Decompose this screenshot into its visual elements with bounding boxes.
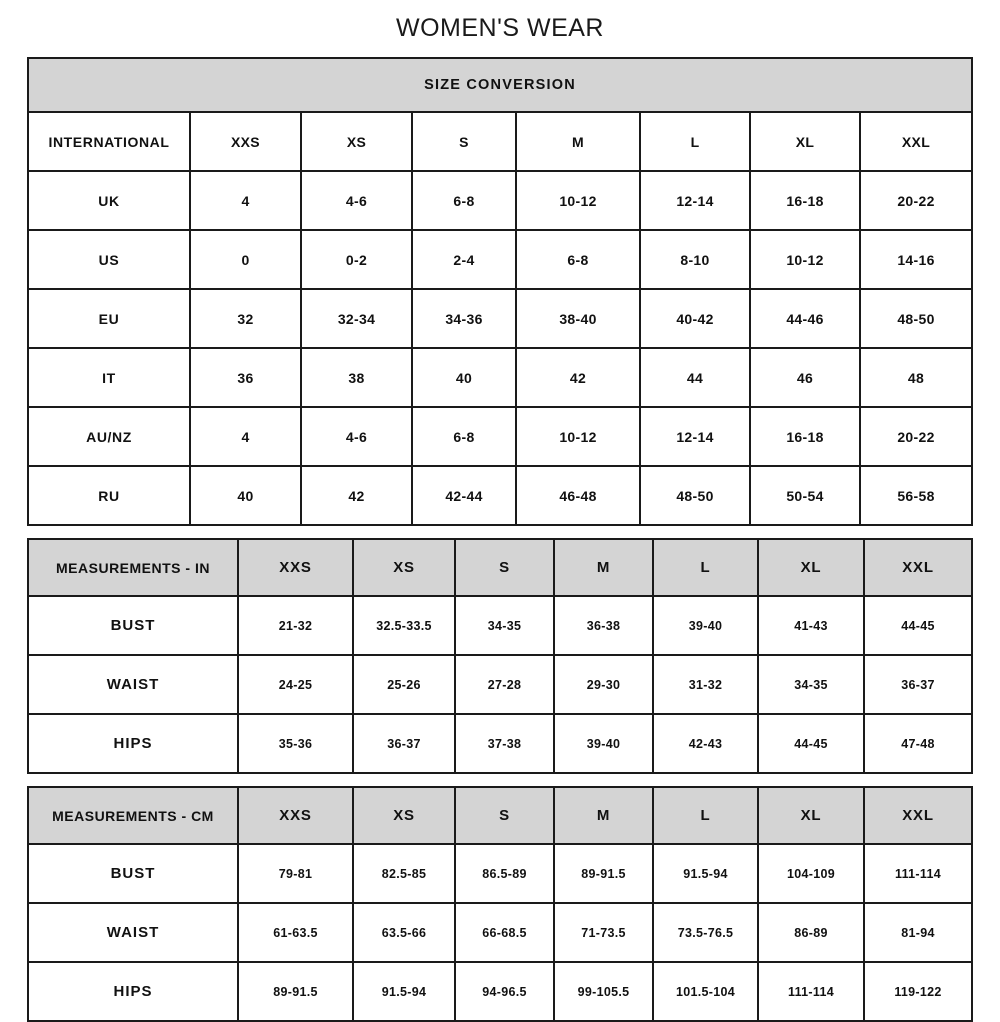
measurements-in-cell: 39-40 — [554, 714, 653, 773]
measurements-in-header-xs: XS — [353, 539, 455, 596]
measurements-in-cell: 42-43 — [653, 714, 758, 773]
measurements-cm-cell: 86-89 — [758, 903, 864, 962]
conversion-cell: 46 — [750, 348, 860, 407]
conversion-header-international: INTERNATIONAL — [28, 112, 190, 171]
conversion-cell: 42-44 — [412, 466, 516, 525]
measurements-cm-cell: 111-114 — [864, 844, 972, 903]
conversion-cell: 10-12 — [750, 230, 860, 289]
table-row — [28, 903, 972, 962]
measurements-in-cell: 25-26 — [353, 655, 455, 714]
conversion-cell: 4-6 — [301, 171, 412, 230]
table-row — [28, 466, 972, 525]
conversion-cell: 6-8 — [412, 171, 516, 230]
table-row — [28, 171, 972, 230]
measurements-in-header-xl: XL — [758, 539, 864, 596]
measurements-cm-cell: 61-63.5 — [238, 903, 353, 962]
conversion-header-xs: XS — [301, 112, 412, 171]
measurements-cm-cell: 89-91.5 — [554, 844, 653, 903]
conversion-cell: 20-22 — [860, 171, 972, 230]
measurements-in-row-label: WAIST — [28, 655, 238, 714]
measurements-in-row-label: HIPS — [28, 714, 238, 773]
conversion-header-s: S — [412, 112, 516, 171]
measurements-in-header-s: S — [455, 539, 554, 596]
conversion-cell: 6-8 — [516, 230, 640, 289]
conversion-cell: 16-18 — [750, 407, 860, 466]
measurements-cm-row-label: BUST — [28, 844, 238, 903]
measurements-in-table — [27, 538, 973, 774]
table-row — [28, 348, 972, 407]
conversion-cell: 12-14 — [640, 171, 750, 230]
measurements-cm-header-xxl: XXL — [864, 787, 972, 844]
conversion-cell: 46-48 — [516, 466, 640, 525]
table-row — [28, 714, 972, 773]
measurements-in-title: MEASUREMENTS - IN — [28, 539, 238, 596]
conversion-cell: 50-54 — [750, 466, 860, 525]
measurements-in-header-xxl: XXL — [864, 539, 972, 596]
measurements-cm-cell: 71-73.5 — [554, 903, 653, 962]
table-row — [28, 844, 972, 903]
conversion-row-label: IT — [28, 348, 190, 407]
conversion-cell: 56-58 — [860, 466, 972, 525]
measurements-in-row-label: BUST — [28, 596, 238, 655]
conversion-cell: 44 — [640, 348, 750, 407]
measurements-in-header-xxs: XXS — [238, 539, 353, 596]
measurements-cm-row-label: WAIST — [28, 903, 238, 962]
measurements-cm-header-xl: XL — [758, 787, 864, 844]
table-row — [28, 112, 972, 171]
measurements-in-cell: 31-32 — [653, 655, 758, 714]
measurements-in-cell: 21-32 — [238, 596, 353, 655]
conversion-cell: 4 — [190, 171, 301, 230]
conversion-cell: 48-50 — [860, 289, 972, 348]
measurements-cm-header-m: M — [554, 787, 653, 844]
conversion-row-label: UK — [28, 171, 190, 230]
measurements-in-cell: 41-43 — [758, 596, 864, 655]
conversion-cell: 12-14 — [640, 407, 750, 466]
conversion-cell: 14-16 — [860, 230, 972, 289]
conversion-cell: 4 — [190, 407, 301, 466]
measurements-cm-cell: 111-114 — [758, 962, 864, 1021]
conversion-cell: 10-12 — [516, 407, 640, 466]
measurements-in-cell: 32.5-33.5 — [353, 596, 455, 655]
conversion-row-label: AU/NZ — [28, 407, 190, 466]
conversion-cell: 2-4 — [412, 230, 516, 289]
measurements-cm-header-xs: XS — [353, 787, 455, 844]
conversion-cell: 34-36 — [412, 289, 516, 348]
page-title: WOMEN'S WEAR — [396, 14, 604, 42]
measurements-in-cell: 39-40 — [653, 596, 758, 655]
measurements-in-cell: 36-38 — [554, 596, 653, 655]
measurements-in-cell: 44-45 — [758, 714, 864, 773]
measurements-cm-header-l: L — [653, 787, 758, 844]
measurements-in-cell: 44-45 — [864, 596, 972, 655]
conversion-cell: 0-2 — [301, 230, 412, 289]
measurements-cm-cell: 73.5-76.5 — [653, 903, 758, 962]
measurements-in-cell: 35-36 — [238, 714, 353, 773]
conversion-header-xxl: XXL — [860, 112, 972, 171]
conversion-cell: 6-8 — [412, 407, 516, 466]
table-row — [28, 230, 972, 289]
measurements-in-header-row — [28, 539, 972, 596]
measurements-cm-cell: 94-96.5 — [455, 962, 554, 1021]
size-conversion-table — [27, 57, 973, 526]
measurements-cm-row-label: HIPS — [28, 962, 238, 1021]
measurements-in-cell: 24-25 — [238, 655, 353, 714]
conversion-row-label: RU — [28, 466, 190, 525]
conversion-header-xxs: XXS — [190, 112, 301, 171]
measurements-in-cell: 34-35 — [455, 596, 554, 655]
measurements-cm-header-s: S — [455, 787, 554, 844]
conversion-cell: 32-34 — [301, 289, 412, 348]
conversion-header-l: L — [640, 112, 750, 171]
measurements-in-cell: 29-30 — [554, 655, 653, 714]
measurements-in-header-l: L — [653, 539, 758, 596]
conversion-row-label: US — [28, 230, 190, 289]
measurements-in-cell: 36-37 — [864, 655, 972, 714]
conversion-cell: 10-12 — [516, 171, 640, 230]
measurements-cm-cell: 101.5-104 — [653, 962, 758, 1021]
measurements-cm-cell: 99-105.5 — [554, 962, 653, 1021]
table-row — [28, 407, 972, 466]
measurements-in-header-m: M — [554, 539, 653, 596]
conversion-cell: 36 — [190, 348, 301, 407]
measurements-cm-cell: 104-109 — [758, 844, 864, 903]
conversion-cell: 0 — [190, 230, 301, 289]
measurements-cm-header-xxs: XXS — [238, 787, 353, 844]
conversion-cell: 48-50 — [640, 466, 750, 525]
conversion-cell: 48 — [860, 348, 972, 407]
measurements-cm-title: MEASUREMENTS - CM — [28, 787, 238, 844]
table-row — [28, 596, 972, 655]
table-row — [28, 962, 972, 1021]
measurements-in-cell: 47-48 — [864, 714, 972, 773]
conversion-cell: 38 — [301, 348, 412, 407]
measurements-cm-cell: 91.5-94 — [653, 844, 758, 903]
conversion-cell: 32 — [190, 289, 301, 348]
conversion-cell: 40 — [412, 348, 516, 407]
measurements-cm-cell: 79-81 — [238, 844, 353, 903]
conversion-header-m: M — [516, 112, 640, 171]
table-row — [28, 289, 972, 348]
measurements-in-cell: 27-28 — [455, 655, 554, 714]
measurements-in-cell: 34-35 — [758, 655, 864, 714]
table-row — [28, 655, 972, 714]
conversion-row-label: EU — [28, 289, 190, 348]
measurements-in-cell: 36-37 — [353, 714, 455, 773]
conversion-cell: 42 — [516, 348, 640, 407]
measurements-cm-table — [27, 786, 973, 1022]
measurements-cm-cell: 119-122 — [864, 962, 972, 1021]
measurements-cm-cell: 81-94 — [864, 903, 972, 962]
conversion-cell: 44-46 — [750, 289, 860, 348]
size-conversion-band-row — [28, 58, 972, 112]
conversion-cell: 38-40 — [516, 289, 640, 348]
conversion-cell: 8-10 — [640, 230, 750, 289]
conversion-header-xl: XL — [750, 112, 860, 171]
size-conversion-band-label: SIZE CONVERSION — [28, 58, 972, 112]
conversion-cell: 4-6 — [301, 407, 412, 466]
conversion-cell: 40-42 — [640, 289, 750, 348]
measurements-cm-cell: 63.5-66 — [353, 903, 455, 962]
measurements-cm-header-row — [28, 787, 972, 844]
measurements-cm-cell: 89-91.5 — [238, 962, 353, 1021]
measurements-in-cell: 37-38 — [455, 714, 554, 773]
conversion-cell: 16-18 — [750, 171, 860, 230]
measurements-cm-cell: 66-68.5 — [455, 903, 554, 962]
conversion-cell: 42 — [301, 466, 412, 525]
conversion-cell: 40 — [190, 466, 301, 525]
measurements-cm-cell: 91.5-94 — [353, 962, 455, 1021]
conversion-cell: 20-22 — [860, 407, 972, 466]
measurements-cm-cell: 86.5-89 — [455, 844, 554, 903]
measurements-cm-cell: 82.5-85 — [353, 844, 455, 903]
